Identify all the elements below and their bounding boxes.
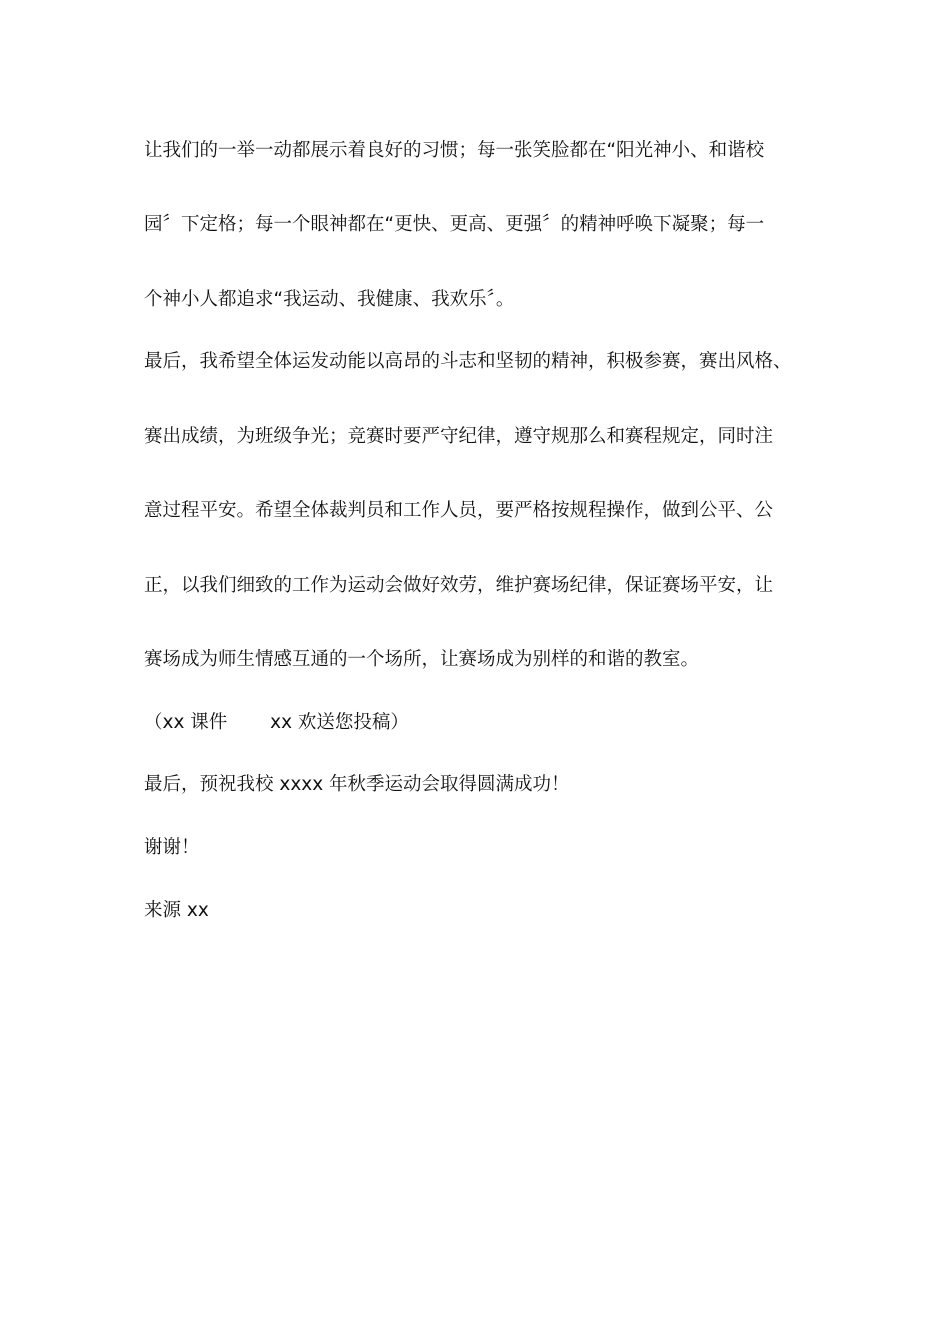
source-note-line: （xx 课件 xx 欢送您投稿） [144, 712, 409, 733]
paragraph-line-8: 赛场成为师生情感互通的一个场所，让赛场成为别样的和谐的教室。 [144, 649, 700, 670]
paragraph-line-2: 园〞下定格；每一个眼神都在“更快、更高、更强〞的精神呼唤下凝聚；每一 [144, 214, 765, 235]
paragraph-line-1: 让我们的一举一动都展示着良好的习惯；每一张笑脸都在“阳光神小、和谐校 [144, 140, 765, 161]
source-line: 来源 xx [144, 900, 209, 921]
paragraph-line-3: 个神小人都追求“我运动、我健康、我欢乐〞。 [144, 289, 515, 310]
paragraph-line-7: 正，以我们细致的工作为运动会做好效劳，维护赛场纪律，保证赛场平安，让 [144, 575, 774, 596]
paragraph-line-5: 赛出成绩，为班级争光；竞赛时要严守纪律，遵守规那么和赛程规定，同时注 [144, 426, 774, 447]
paragraph-line-6: 意过程平安。希望全体裁判员和工作人员，要严格按规程操作，做到公平、公 [144, 500, 774, 521]
closing-wish-line: 最后，预祝我校 xxxx 年秋季运动会取得圆满成功！ [144, 774, 570, 795]
paragraph-line-4: 最后，我希望全体运发动能以高昂的斗志和坚韧的精神，积极参赛，赛出风格、 [144, 351, 792, 372]
thanks-line: 谢谢！ [144, 837, 200, 858]
